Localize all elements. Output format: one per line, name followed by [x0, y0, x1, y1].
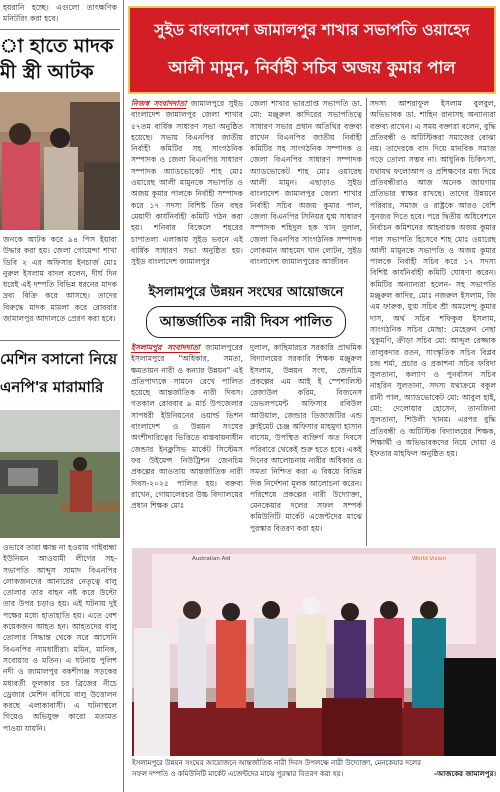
headline-line: া হাতে মাদক — [0, 35, 114, 57]
lead-col2: জেলা শাখার ভারপ্রাপ্ত সভাপতি ডা. মো: মঞ্জুরুল কাদিরের সভাপতিত্বে সাধারণ সভার প্রধান অতিথির বক্তব্য রাখেন বিএনপির জাতীয় নির্বাহী কমিটির সহ সাংগঠনিক সম্পাদক ও জেলা বিএনপির সাধারণ সম্পাদক অ্যাডভোকেট শাহ মোঃ ওয়ারেছ আলী মামুন। এছাড়াও সুইড বাংলাদেশ জামালপুর জেলা শাখার নির্বাহী সচিব অজয় কুমার পাল, জেলা বিএনপির সিনিয়র যুগ্ম সাধারণ সম্পাদক শহিদুল হক খান দুলাল, জেলা বিএনপির সাংগঠনিক সম্পাদক লোকমান আহমেদ খান লোটন, সুইড বাংলাদেশ জামালপুরের আজীবন — [250, 99, 362, 267]
lead-headline-line1: সুইড বাংলাদেশ জামালপুর শাখার সভাপতি ওয়াহেদ — [154, 21, 470, 39]
lead-col1 — [131, 98, 243, 276]
left-article1-headline — [0, 33, 120, 91]
award-ceremony-photo — [132, 548, 496, 756]
lead-headline-line2: আলী মামুন, নির্বাহী সচিব অজয় কুমার পাল — [168, 58, 456, 77]
headline-line: মী স্ত্রী আটক — [0, 61, 94, 83]
arrest-photo — [0, 92, 120, 230]
dredger-photo — [0, 410, 120, 538]
second-col1 — [131, 342, 243, 542]
left-article2-headline — [0, 345, 120, 407]
banner-right-logo: World Vision — [412, 556, 446, 562]
left-article1-body: জনকে আটক করে ৯৪ পিস ইয়াবা উদ্ধার করা হয়। জেলা গোয়েন্দা শাখা ডিবি ২ এর অফিসার ইনচার্জ মোঃ নুরুল ইসলাম বাদল বলেন, দীর্ঘ দিন ধরেই এই দম্পতি বিভিন্ন ধরনের মাদক দ্রব্য বিক্রি করে আসছে। তাদের বিরুদ্ধে মাদক মামলা করে রোববার জামালপুর আদালতে প্রেরণ করা হবে। — [3, 235, 117, 324]
second-headline-line1: ইসলামপুরে উন্নয়ন সংঘের আয়োজনে — [148, 285, 344, 300]
second-headline-line2: আন্তর্জাতিক নারী দিবস পালিত — [146, 306, 346, 338]
caption-line2: সফল দম্পতি ও কমিউনিটি মার্কেট এজেন্টদের মাঝে পুরস্কার বিতরণ করা হয়। — [132, 769, 344, 778]
second-headline — [128, 280, 364, 338]
lead-headline-box — [128, 6, 496, 94]
lead-col3: সদস্য আশরাফুল ইসলাম বুলবুল, অভিভাবক ডা. শাহিন রানাসহ অন্যান্যরা বক্তব্য রাখেন। এ সময় বক্তারা বলেন, বুদ্ধি প্রতিবন্ধী ও অটিস্টিকরা সমাজের বোঝা নয়। তাদেরকে বাদ দিয়ে মানবিক সমাজ গড়ে তোলা সম্ভব না। আধুনিক চিকিৎসা, যথাযথ ফলোআপ ও প্রশিক্ষণের মধ্য দিয়ে প্রতিবন্ধীরাও আজ অনেক জায়গায় প্রতিভার স্বাক্ষর রাখছে। তাদের উন্নয়নে পরিবার, সমাজ ও রাষ্ট্রকে আরও বেশি সুনজর দিতে হবে। পরে দ্বিতীয় অধিবেশনে নির্বাচন কমিশনের আহবায়ক অজয় কুমার পাল সভাপতি হিসেবে শাহ মোঃ ওয়ারেছ আলী মামুনকে সভাপতি ও অজয় কুমার পালকে নির্বাহী সচিব করে ১৭ সদস্য বিশিষ্ট কার্যনির্বাহী কমিটি ঘোষণা করেন। কমিটির অন্যান্যরা হলেন- সহ সভাপতি মঞ্জুরুল কাদির, মোঃ নজরুল ইসলাম, জি এম ফারুক, যুগ্ম সচিব শ্রী অমলেন্দু কুমার দাস, অর্থ সচিব শফিকুল ইসলাম, সাংগঠনিক সচিব মোছা: মেহেরুন নেছা খুকুমণি, ক্রীড়া সচিব মো: আব্দুল রেজ্জাক তালুকদার রতন, সাংস্কৃতিক সচিব বিপ্লব চন্দ্র শর্মা, প্রচার ও প্রকাশনা সচিব ফরিদা সুলতানা, কল্যাণ ও পুনর্বাসন সচিব নাহরিন সুলতানা, সদস্য যথাক্রমে বকুল রানী পাল, অ্যাডভোকেট মো: আবুল হাই, মো: দেলোয়ার হোসেন, তানজিনা সুলতানা, শিউলী খানম। এরপর বুদ্ধি প্রতিবন্ধী ও অটিস্টিক বিদ্যালয়ের শিক্ষক, শিক্ষার্থী ও অভিভাবকদের নিয়ে দোয়া ও ইফতার মাহফিল অনুষ্ঠিত হয়। — [370, 99, 496, 459]
caption-credit: -আজকের জামালপুর। — [434, 769, 496, 778]
column-rule — [123, 0, 124, 792]
headline-line: মেশিন বসানো নিয়ে — [0, 350, 118, 368]
photo-caption — [132, 758, 496, 788]
column-rule — [366, 98, 367, 546]
dateline: নিজস্ব সংবাদদাতা — [131, 99, 187, 108]
divider — [0, 340, 120, 341]
divider — [0, 29, 120, 30]
lead-body-col1: জামালপুরে সুইড বাংলাদেশ জামালপুর জেলা শাখার ৫৭তম বার্ষিক সাধারণ সভা অনুষ্ঠিত হয়েছে। সভায় বিএনপির জাতীয় নির্বাহী কমিটির সহ সাংগঠনিক সম্পাদক ও জেলা বিএনপির সাধারণ সম্পাদক অ্যাডভোকেট শাহ মোঃ ওয়ারেছ আলী মামুনকে সভাপতি ও অজয় কুমার পালকে নির্বাহী সম্পাদক করে ১৭ সদস্য বিশিষ্ট তিন বছর মেয়াদী কার্যনির্বাহী কমিটি গঠন করা হয়। শনিবার বিকেলে শহরের চাপাতলা এলাকায় সুইড ভবনে এই বার্ষিক সাধারণ সভা অনুষ্ঠিত হয়। সুইড বাংলাদেশ জামালপুর — [131, 99, 243, 267]
left-article2-body: ওভাবে তারা ক্ষান্ত না হওয়ায় গাইবান্ধা ইউনিয়ন আওয়ামী লীগের সহ-সভাপতি আব্দুস সামাদ বিএনপির লোকজনদের আনারের নেতৃত্বে বালু তোলার তার বাহন নষ্ট করে উল্টো তার উপর চড়াও হয়। এই ঘটনায় দুই পক্ষের মধ্যে হাতাহাতি হয়। এতে বেশ কয়েকজন আহত হন। আহতদের বালু তোলার সিদ্ধান্ত থেকে সরে আসেনি বিএনপির নামধারীরা। মমিন, মানিক, সবোয়ার ও মতিন। এ ঘটনায় পুলিশ নদী ও জামালপুর বকশীগঞ্জ সড়কের মধ্যবর্তী ফুলকার চর ব্রিজের নীচে ড্রেজার মেশিন বসিয়ে বালু উত্তোলন করছে এলাকাবাসী। এ ঘটনাস্থলে গিয়েও অভিযুক্ত কারো মতামত পাওয়া যায়নি। — [3, 543, 117, 733]
left-top-snippet: হয়রানি হচ্ছে। এগুলো তাৎক্ষণিক মনিটরিং করা হবে। — [3, 3, 117, 24]
second-col2: দুলাল, কাছিমারচর সরকারি প্রাথমিক বিদ্যালয়ের সরকারি শিক্ষক মঞ্জুরুল ইসলাম, উন্নয়ন সংঘ, জেনচিম প্রকল্পের এম আই ই স্পেশালিস্ট রেজাউল করিম, বিজনেস ডেভলপমেন্ট অফিসার রবিউল আউয়াল, জেন্ডার ডিজাজটির এন্ড ক্লাইমেট চেঞ্জ অফিসার মাহমুদা হাসান বাসেম, উপস্থিত ব্যক্তির্গ অত দিবসে পরিবারে থেকেই শুরু হতে হবে। একই দিনের আলোচনায় নারীর অধিকার ও সমতা নিশ্চিত করা এ বিষয়ে বিভিন্ন দিক নির্দেশনা মূলক আলোচনা করেন। পরিশেষে প্রকল্পের নারী উদ্যোক্তা, মেনকেয়ার দলের সফল সম্পর্ক কমিউনিটি মার্কেট এজেন্টদের মাঝে পুরস্কার বিতরণ করা হয়। — [250, 343, 362, 533]
headline-line: এনপি'র মারামারি — [0, 378, 104, 396]
caption-line1: ইসলামপুরে উন্নয়ন সংঘের আয়োজনে আন্তর্জাতিক নারী দিবস উপলক্ষে নারী উদ্যোক্তা, মেনকেয়ার দলের — [132, 759, 421, 767]
banner-left-logo: Australian Aid — [192, 556, 231, 562]
second-body-col1: জামালপুরের ইসলামপুরে "অধিকার, সমতা, ক্ষমতায়ন নারী ও কন্যার উন্নয়ন" এই প্রতিপাদ্যকে সামনে রেখে পালিত হয়েছে আন্তর্জাতিক নারী দিবস। গতকাল রোববার ৯ মার্চ উপজেলার সাপধরী ইউনিয়নের ওয়ার্ল্ড ভিশন বাংলাদেশ ও উন্নয়ন সংঘের অংশীদারিত্বের ভিত্তিতে বাস্তবায়নাধীন জেন্ডার ইনক্লুসিভ মার্কেট সিস্টেমস ফর উইমেন্স নিউট্রিশন জেনচিম প্রকল্পের আওতায় আন্তর্জাতিক নারী দিবস-২০২৫ পালিত হয়। বক্তব্য রাখেন, গোয়ালেরচর উচ্চ বিদ্যালয়ের প্রধান শিক্ষক মোঃ — [131, 343, 243, 511]
dateline: ইসলামপুর সংবাদদাতা — [131, 343, 200, 352]
